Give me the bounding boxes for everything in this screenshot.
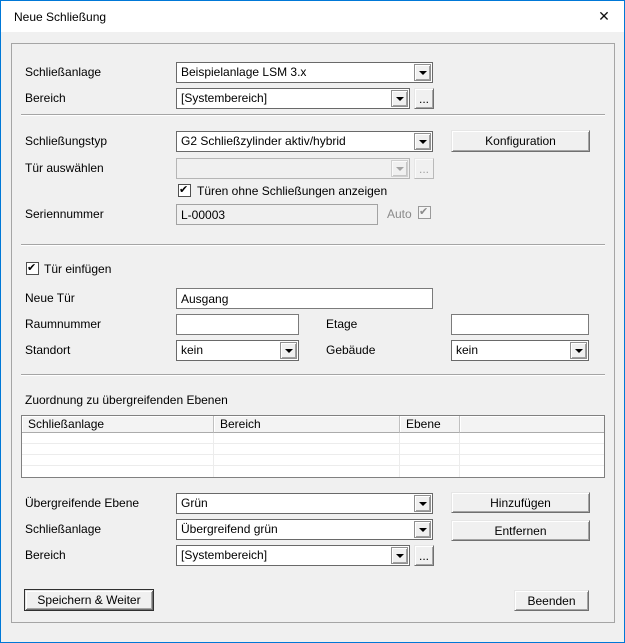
table-cell — [214, 466, 400, 477]
table-cell — [400, 466, 460, 477]
table-cell — [214, 433, 400, 443]
standort-label: Standort — [25, 343, 71, 357]
auto-checkbox — [418, 206, 431, 219]
table-cell — [22, 455, 214, 465]
tuer-auswaehlen-label: Tür auswählen — [25, 161, 104, 175]
schliessanlage-label: Schließanlage — [25, 65, 102, 79]
column-header-ebene[interactable]: Ebene — [400, 416, 460, 433]
triangle-glyph — [396, 97, 404, 101]
table-cell — [460, 466, 604, 477]
separator — [21, 374, 605, 376]
table-cell — [460, 433, 604, 443]
zuordnung-title: Zuordnung zu übergreifenden Ebenen — [25, 393, 228, 407]
table-row — [22, 455, 604, 466]
entfernen-button[interactable]: Entfernen — [451, 520, 590, 541]
standort-combobox[interactable] — [176, 340, 299, 361]
table-row — [22, 433, 604, 444]
chevron-down-icon[interactable] — [414, 64, 431, 81]
separator — [21, 114, 605, 116]
seriennummer-field — [176, 204, 378, 225]
ebenen-bereich-value: [Systembereich] — [181, 548, 268, 562]
chevron-down-icon[interactable] — [391, 547, 408, 564]
table-cell — [214, 455, 400, 465]
chevron-down-icon[interactable] — [391, 90, 408, 107]
raumnummer-label: Raumnummer — [25, 317, 102, 331]
raumnummer-field[interactable] — [176, 314, 299, 335]
schliessungstyp-value: G2 Schließzylinder aktiv/hybrid — [181, 134, 346, 148]
neue-tuer-field[interactable] — [176, 288, 433, 309]
table-row — [22, 466, 604, 477]
table-cell — [460, 455, 604, 465]
ebenen-schliessanlage-combobox[interactable] — [176, 519, 433, 540]
hinzufuegen-button[interactable]: Hinzufügen — [451, 492, 590, 513]
chevron-down-icon[interactable] — [280, 342, 297, 359]
gebaeude-label: Gebäude — [326, 343, 376, 357]
chevron-down-icon[interactable] — [414, 521, 431, 538]
close-icon: ✕ — [598, 8, 610, 24]
table-cell — [400, 455, 460, 465]
gebaeude-combobox[interactable] — [451, 340, 589, 361]
bereich-browse-button[interactable]: ... — [414, 88, 434, 109]
bereich-value: [Systembereich] — [181, 91, 268, 105]
ebenen-bereich-combobox[interactable] — [176, 545, 410, 566]
triangle-glyph — [419, 528, 427, 532]
table-cell — [400, 444, 460, 454]
tueren-anzeigen-label: Türen ohne Schließungen anzeigen — [197, 184, 388, 198]
gebaeude-value: kein — [456, 343, 479, 357]
triangle-glyph — [575, 349, 583, 353]
tuer-einfuegen-checkbox[interactable] — [26, 262, 39, 275]
ebenen-bereich-label: Bereich — [25, 548, 66, 562]
schliessungstyp-label: Schließungstyp — [25, 134, 108, 148]
table-cell — [400, 433, 460, 443]
chevron-down-icon[interactable] — [414, 133, 431, 150]
column-header-bereich[interactable]: Bereich — [214, 416, 400, 433]
triangle-glyph — [419, 502, 427, 506]
ebenen-table[interactable] — [21, 415, 605, 478]
ebenen-bereich-browse-button[interactable]: ... — [414, 545, 434, 566]
uebergreifende-ebene-combobox[interactable] — [176, 493, 433, 514]
bereich-label: Bereich — [25, 91, 66, 105]
table-cell — [22, 466, 214, 477]
beenden-button[interactable]: Beenden — [514, 590, 589, 611]
auto-label: Auto — [387, 207, 412, 221]
table-row — [22, 444, 604, 455]
triangle-glyph — [419, 71, 427, 75]
schliessungstyp-combobox[interactable] — [176, 131, 433, 152]
standort-value: kein — [181, 343, 204, 357]
column-header-empty[interactable] — [460, 416, 604, 433]
close-button[interactable] — [589, 4, 619, 29]
etage-label: Etage — [326, 317, 358, 331]
ebenen-schliessanlage-label: Schließanlage — [25, 522, 102, 536]
triangle-glyph — [396, 554, 404, 558]
uebergreifende-ebene-label: Übergreifende Ebene — [25, 496, 140, 510]
title-bar — [1, 1, 624, 32]
triangle-glyph — [396, 167, 404, 171]
bereich-combobox[interactable] — [176, 88, 410, 109]
chevron-down-icon — [391, 160, 408, 177]
window-title: Neue Schließung — [14, 10, 107, 24]
tuer-einfuegen-label: Tür einfügen — [44, 262, 112, 276]
neue-tuer-label: Neue Tür — [25, 291, 75, 305]
triangle-glyph — [419, 140, 427, 144]
seriennummer-label: Seriennummer — [25, 207, 104, 221]
tuer-browse-button: ... — [414, 158, 434, 179]
schliessanlage-value: Beispielanlage LSM 3.x — [181, 65, 307, 79]
konfiguration-button[interactable]: Konfiguration — [451, 130, 590, 152]
column-header-schliessanlage[interactable]: Schließanlage — [22, 416, 214, 433]
triangle-glyph — [285, 349, 293, 353]
ebenen-schliessanlage-value: Übergreifend grün — [181, 522, 278, 536]
separator — [21, 244, 605, 246]
table-header-row — [22, 416, 604, 433]
chevron-down-icon[interactable] — [570, 342, 587, 359]
table-cell — [214, 444, 400, 454]
table-cell — [22, 433, 214, 443]
etage-field[interactable] — [451, 314, 589, 335]
uebergreifende-ebene-value: Grün — [181, 496, 208, 510]
tueren-anzeigen-checkbox[interactable] — [178, 184, 191, 197]
table-cell — [22, 444, 214, 454]
speichern-weiter-button[interactable]: Speichern & Weiter — [24, 589, 154, 611]
table-cell — [460, 444, 604, 454]
tuer-auswaehlen-value — [177, 159, 390, 178]
tuer-auswaehlen-combobox — [176, 158, 410, 179]
chevron-down-icon[interactable] — [414, 495, 431, 512]
schliessanlage-combobox[interactable] — [176, 62, 433, 83]
